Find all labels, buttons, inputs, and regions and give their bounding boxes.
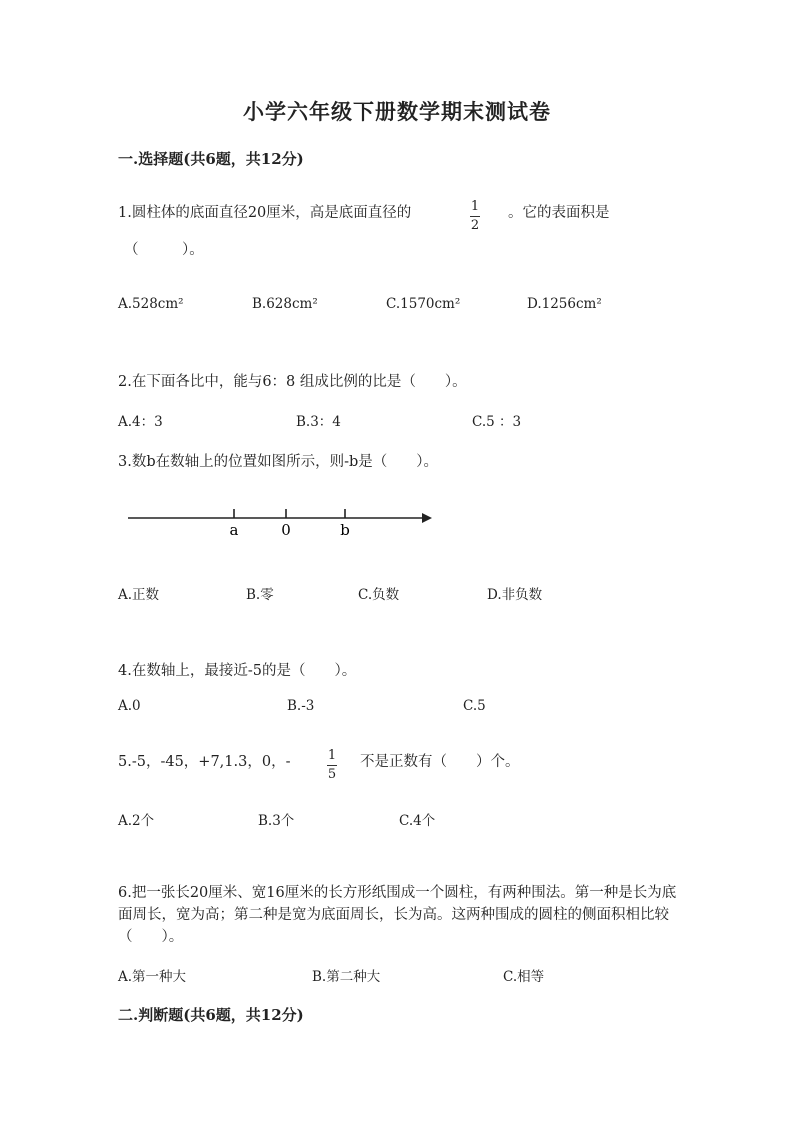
question-3-option-a[interactable]: A.正数 (118, 587, 160, 603)
question-4-option-b[interactable]: B.-3 (287, 698, 315, 714)
question-5-stem: 5.-5，-45，+7,1.3，0，- (118, 754, 291, 770)
question-2-text: 2.在下面各比中，能与6：8 组成比例的比是（ ）。 (118, 374, 467, 390)
question-3-option-b[interactable]: B.零 (246, 587, 274, 603)
number-line-diagram (120, 500, 440, 545)
question-5-option-b[interactable]: B.3个 (258, 813, 295, 829)
question-4-option-c[interactable]: C.5 (463, 698, 486, 714)
question-4-option-a[interactable]: A.0 (118, 698, 141, 714)
label-zero: 0 (281, 521, 291, 539)
question-2-option-a[interactable]: A.4：3 (118, 414, 163, 430)
question-6-option-c[interactable]: C.相等 (503, 969, 545, 985)
question-4-text: 4.在数轴上，最接近-5的是（ ）。 (118, 663, 357, 679)
fraction-denominator: 5 (327, 767, 337, 782)
question-1-stem: 1.圆柱体的底面直径20厘米，高是底面直径的 (118, 205, 412, 221)
section-heading-judgement: 二.判断题(共6题，共12分) (118, 1006, 304, 1024)
question-1-blank: （ ）。 (124, 242, 204, 258)
question-2-option-b[interactable]: B.3：4 (296, 414, 341, 430)
question-1-option-d[interactable]: D.1256cm² (527, 296, 602, 312)
question-3-option-d[interactable]: D.非负数 (487, 587, 543, 603)
question-5-fraction (327, 744, 337, 782)
page-title: 小学六年级下册数学期末测试卷 (243, 99, 551, 124)
fraction-denominator: 2 (470, 218, 480, 233)
question-1-stem-end: 。它的表面积是 (508, 205, 610, 221)
label-b: b (340, 521, 350, 539)
fraction-numerator: 1 (327, 748, 337, 763)
section-heading-choice: 一.选择题(共6题，共12分) (118, 150, 304, 168)
number-line-arrow (422, 513, 432, 523)
question-5-option-c[interactable]: C.4个 (399, 813, 436, 829)
question-6-option-a[interactable]: A.第一种大 (118, 969, 187, 985)
question-2-option-c[interactable]: C.5 ：3 (472, 414, 522, 430)
question-1-option-c[interactable]: C.1570cm² (386, 296, 461, 312)
question-3-option-c[interactable]: C.负数 (358, 587, 400, 603)
question-5-stem-end: 不是正数有（ ）个。 (360, 754, 520, 770)
question-1-option-b[interactable]: B.628cm² (252, 296, 318, 312)
question-5-option-a[interactable]: A.2个 (118, 813, 155, 829)
question-6-option-b[interactable]: B.第二种大 (312, 969, 381, 985)
question-3-text: 3.数b在数轴上的位置如图所示，则-b是（ ）。 (118, 454, 439, 470)
question-1-text (118, 201, 411, 222)
fraction-numerator: 1 (470, 199, 480, 214)
question-6-text: 6.把一张长20厘米、宽16厘米的长方形纸围成一个圆柱，有两种围法。第一种是长为底面周长，宽为高；第二种是宽为底面周长，长为高。这两种围成的圆柱的侧面积相比较（ ）。 (118, 885, 677, 945)
label-a: a (229, 521, 239, 539)
question-1-fraction (470, 195, 480, 233)
question-1-option-a[interactable]: A.528cm² (118, 296, 184, 312)
